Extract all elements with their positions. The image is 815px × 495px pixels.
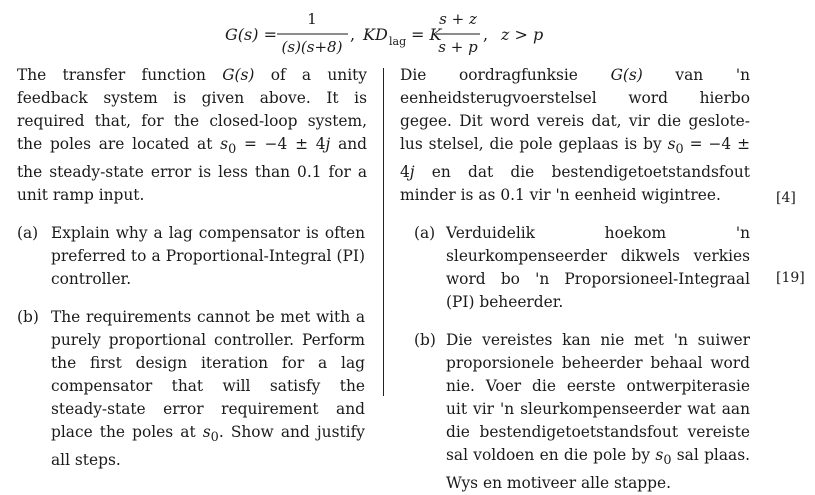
transfer-function-equation	[0, 0, 815, 66]
eq-condition: z > p	[501, 25, 544, 44]
question-a-label: (a)	[414, 224, 436, 243]
eq-comma-2: ,	[483, 25, 489, 44]
question-b-label: (b)	[414, 331, 436, 350]
eq-lag-denominator: s + p	[438, 38, 478, 56]
question-b-text: The requirements cannot be met with a purely proportional controller. Perform the first design iteration for a lag compensator that will satisfy the steady-state error requirement and place the poles at $s_0$. Show and justify all steps.	[51, 308, 365, 470]
question-b-text: Die vereistes kan nie met 'n suiwer proporsionele beheerder behaal word nie. Voer die eerste ontwerpiterasie uit vir 'n sleurkompenseerder wat aan die bestendigetoetstandsfout vereiste sal voldoen en die pole by $s_0$ sal plaas. Wys en motiveer alle stappe.	[446, 331, 750, 493]
question-a-label: (a)	[17, 224, 39, 243]
english-question-a	[17, 222, 367, 291]
question-a-text: Explain why a lag compensator is often preferred to a Proportional-Integral (PI) controller.	[51, 224, 365, 289]
afrikaans-column	[400, 64, 750, 495]
question-b-label: (b)	[17, 308, 39, 327]
eq-comma-1: ,	[350, 25, 356, 44]
afrikaans-intro: Die oordragfunksie G(s) van 'n eenheidsterugvoerstelsel word hierbo gegee. Dit word vereis dat, vir die geslote-lus stelsel, die pole geplaas is by $s_0 = -4 \pm 4j$ en dat die bestendigetoetstandsfout minder is as 0.1 vir 'n eenheid wigintree.	[400, 66, 750, 205]
eq-kd-subscript: lag	[389, 35, 407, 48]
english-intro: The transfer function G(s) of a unity feedback system is given above. It is required that, for the closed-loop system, the poles are located at $s_0 = -4 \pm 4j$ and the steady-state error is less than 0.1 for a unit ramp input.	[17, 66, 368, 205]
afrikaans-question-a	[400, 222, 750, 314]
english-question-b	[17, 306, 367, 472]
marks-b: [19]	[776, 270, 805, 286]
english-column	[17, 64, 367, 472]
eq-g-of-s: G(s) =	[225, 25, 277, 44]
eq-lag-numerator: s + z	[439, 10, 477, 28]
column-divider	[383, 68, 384, 396]
marks-a: [4]	[776, 190, 796, 206]
afrikaans-question-b	[400, 329, 750, 495]
eq-denominator: (s)(s+8)	[281, 38, 343, 56]
eq-numerator: 1	[307, 10, 317, 28]
eq-equals-k: = K	[411, 25, 442, 44]
eq-kd: KD	[363, 25, 388, 44]
question-a-text: Verduidelik hoekom 'n sleurkompenseerder dikwels verkies word bo 'n Proporsioneel-Integraal (PI) beheerder.	[446, 224, 750, 312]
